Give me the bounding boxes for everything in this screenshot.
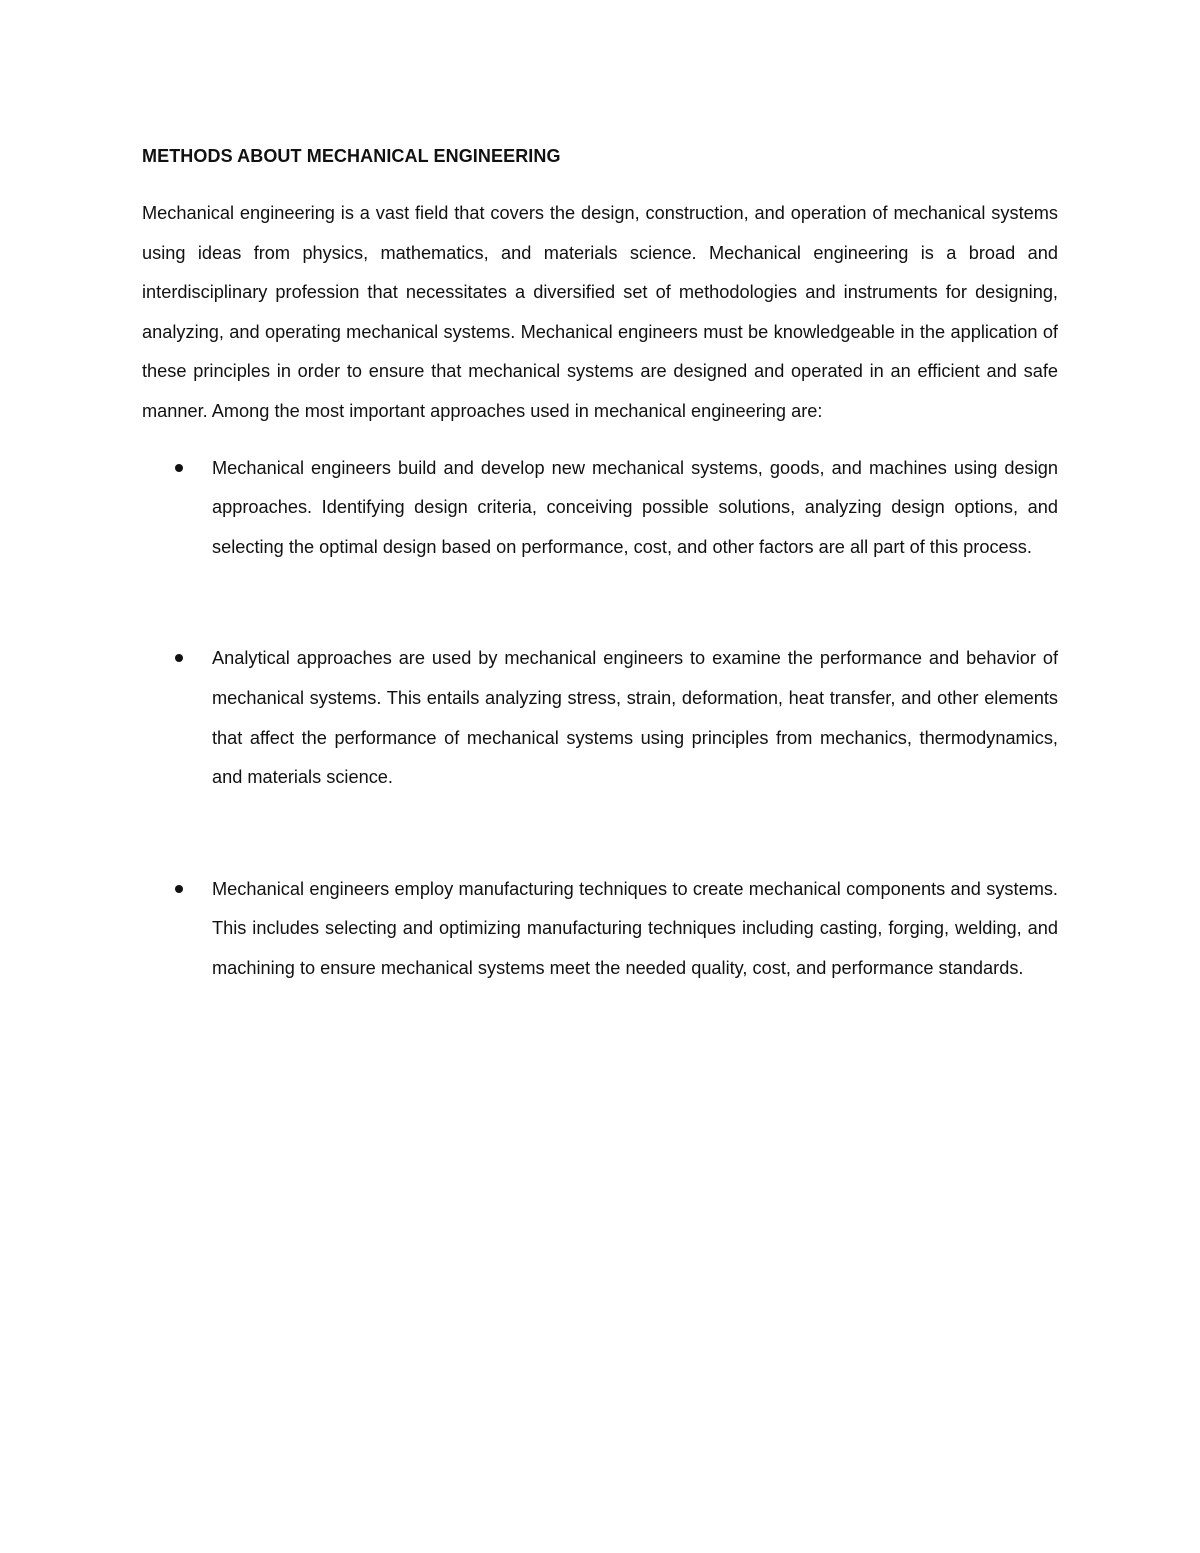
document-body	[142, 140, 1058, 989]
list-item	[142, 870, 1058, 989]
list-item-text: Mechanical engineers build and develop new mechanical systems, goods, and machines using design approaches. Identifying design criteria, conceiving possible solutions, analyzing design options, and selecting the optimal design based on performance, cost, and other factors are all part of this process.	[212, 457, 1058, 557]
list-item-text: Mechanical engineers employ manufacturing techniques to create mechanical components and systems. This includes selecting and optimizing manufacturing techniques including casting, forging, welding, and machining to ensure mechanical systems meet the needed quality, cost, and performance standards.	[212, 878, 1058, 978]
bullet-dot-icon	[175, 464, 183, 472]
list-item	[142, 449, 1058, 568]
document-title: METHODS ABOUT MECHANICAL ENGINEERING	[142, 146, 561, 166]
list-item	[142, 639, 1058, 797]
intro-paragraph: Mechanical engineering is a vast field that covers the design, construction, and operation of mechanical systems using ideas from physics, mathematics, and materials science. Mechanical engineering is a broad and interdisciplinary profession that necessitates a diversified set of methodologies and instruments for designing, analyzing, and operating mechanical systems. Mechanical engineers must be knowledgeable in the application of these principles in order to ensure that mechanical systems are designed and operated in an efficient and safe manner. Among the most important approaches used in mechanical engineering are:	[142, 203, 1058, 421]
bullet-dot-icon	[175, 885, 183, 893]
list-item-text: Analytical approaches are used by mechanical engineers to examine the performance and behavior of mechanical systems. This entails analyzing stress, strain, deformation, heat transfer, and other elements that affect the performance of mechanical systems using principles from mechanics, thermodynamics, and materials science.	[212, 648, 1058, 788]
bullet-dot-icon	[175, 654, 183, 662]
methods-list	[142, 449, 1058, 989]
